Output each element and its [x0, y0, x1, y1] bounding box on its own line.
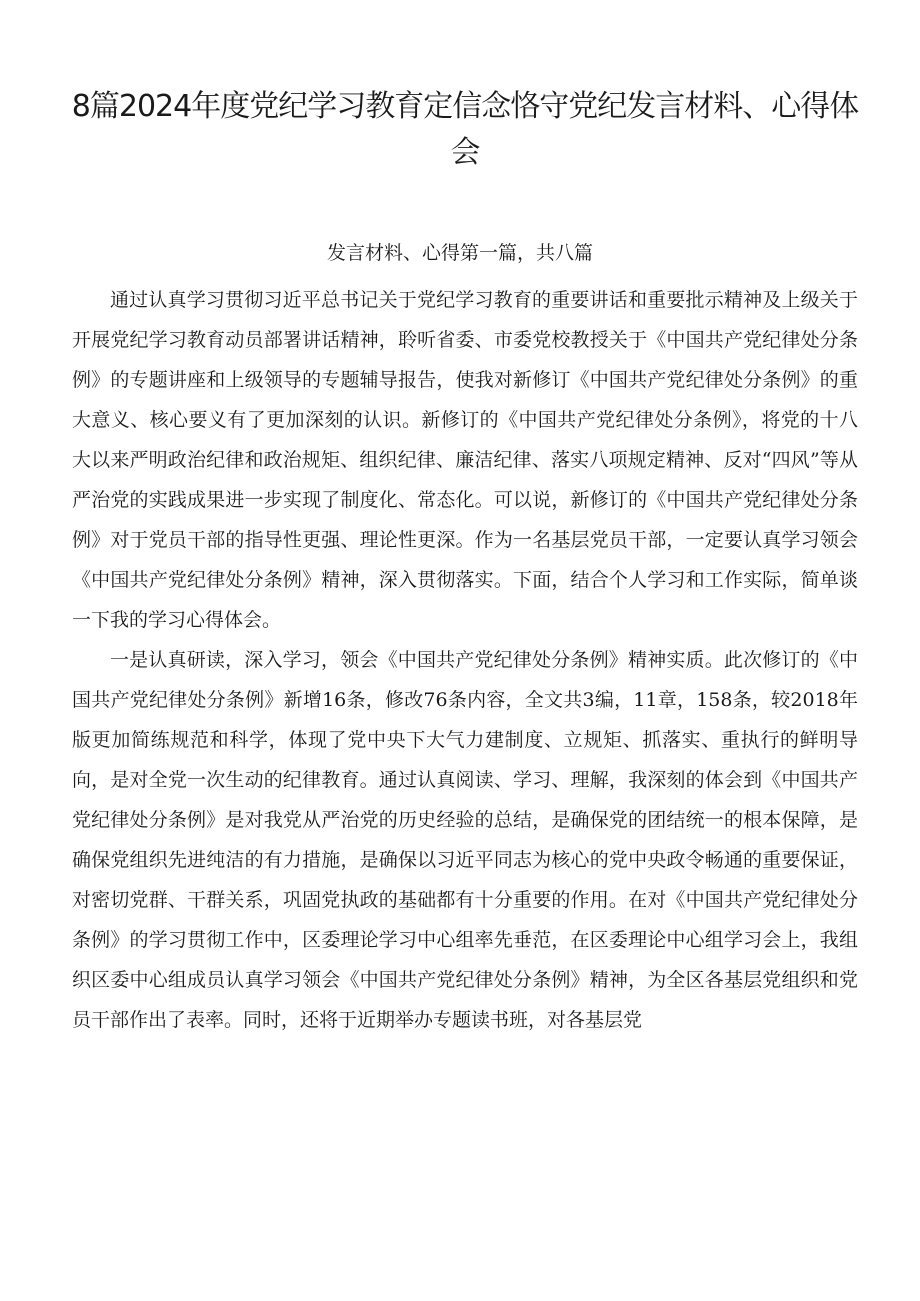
document-body [72, 280, 858, 1040]
paragraph-point-one: 一是认真研读，深入学习，领会《中国共产党纪律处分条例》精神实质。此次修订的《中国共产党纪律处分条例》新增16条，修改76条内容，全文共3编，11章，158条，较2018年版更加简练规范和科学，体现了党中央下大气力建制度、立规矩、抓落实、重执行的鲜明导向，是对全党一次生动的纪律教育。通过认真阅读、学习、理解，我深刻的体会到《中国共产党纪律处分条例》是对我党从严治党的历史经验的总结，是确保党的团结统一的根本保障，是确保党组织先进纯洁的有力措施，是确保以习近平同志为核心的党中央政令畅通的重要保证，对密切党群、干群关系，巩固党执政的基础都有十分重要的作用。在对《中国共产党纪律处分条例》的学习贯彻工作中，区委理论学习中心组率先垂范，在区委理论中心组学习会上，我组织区委中心组成员认真学习领会《中国共产党纪律处分条例》精神，为全区各基层党组织和党员干部作出了表率。同时，还将于近期举办专题读书班，对各基层党 [72, 649, 858, 1031]
paragraph-intro: 通过认真学习贯彻习近平总书记关于党纪学习教育的重要讲话和重要批示精神及上级关于开展党纪学习教育动员部署讲话精神，聆听省委、市委党校教授关于《中国共产党纪律处分条例》的专题讲座和上级领导的专题辅导报告，使我对新修订《中国共产党纪律处分条例》的重大意义、核心要义有了更加深刻的认识。新修订的《中国共产党纪律处分条例》，将党的十八大以来严明政治纪律和政治规矩、组织纪律、廉洁纪律、落实八项规定精神、反对“四风”等从严治党的实践成果进一步实现了制度化、常态化。可以说，新修订的《中国共产党纪律处分条例》对于党员干部的指导性更强、理论性更深。作为一名基层党员干部，一定要认真学习领会《中国共产党纪律处分条例》精神，深入贯彻落实。下面，结合个人学习和工作实际，简单谈一下我的学习心得体会。 [72, 289, 858, 631]
section-heading: 发言材料、心得第一篇，共八篇 [326, 242, 593, 264]
document-title: 8篇2024年度党纪学习教育定信念恪守党纪发言材料、心得体会 [71, 89, 859, 170]
